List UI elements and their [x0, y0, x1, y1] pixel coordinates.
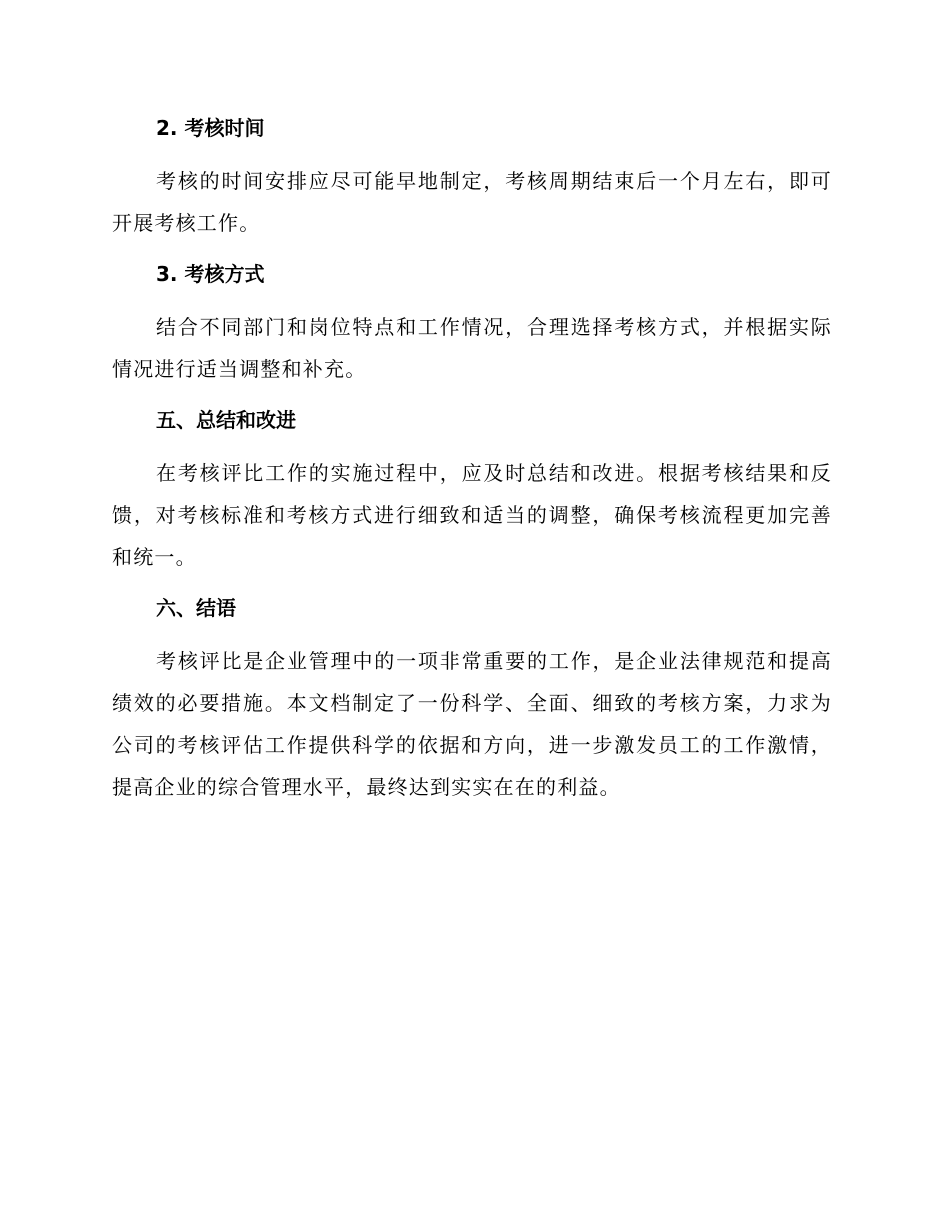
- section-paragraph-assessment-time: 考核的时间安排应尽可能早地制定，考核周期结束后一个月左右，即可开展考核工作。: [112, 169, 832, 235]
- section-paragraph-summary-improvement: 在考核评比工作的实施过程中，应及时总结和改进。根据考核结果和反馈，对考核标准和考核方式进行细致和适当的调整，确保考核流程更加完善和统一。: [112, 461, 832, 569]
- section-heading-conclusion: 六、结语: [156, 596, 236, 620]
- document-body: [112, 108, 832, 808]
- section-heading-summary-improvement: 五、总结和改进: [156, 408, 296, 432]
- section-heading-assessment-method: 3. 考核方式: [156, 262, 265, 286]
- section-paragraph-assessment-method: 结合不同部门和岗位特点和工作情况，合理选择考核方式，并根据实际情况进行适当调整和补充。: [112, 315, 832, 381]
- section-heading-assessment-time: 2. 考核时间: [156, 116, 265, 140]
- section-paragraph-conclusion: 考核评比是企业管理中的一项非常重要的工作，是企业法律规范和提高绩效的必要措施。本文档制定了一份科学、全面、细致的考核方案，力求为公司的考核评估工作提供科学的依据和方向，进一步激发员工的工作激情，提高企业的综合管理水平，最终达到实实在在的利益。: [112, 649, 832, 799]
